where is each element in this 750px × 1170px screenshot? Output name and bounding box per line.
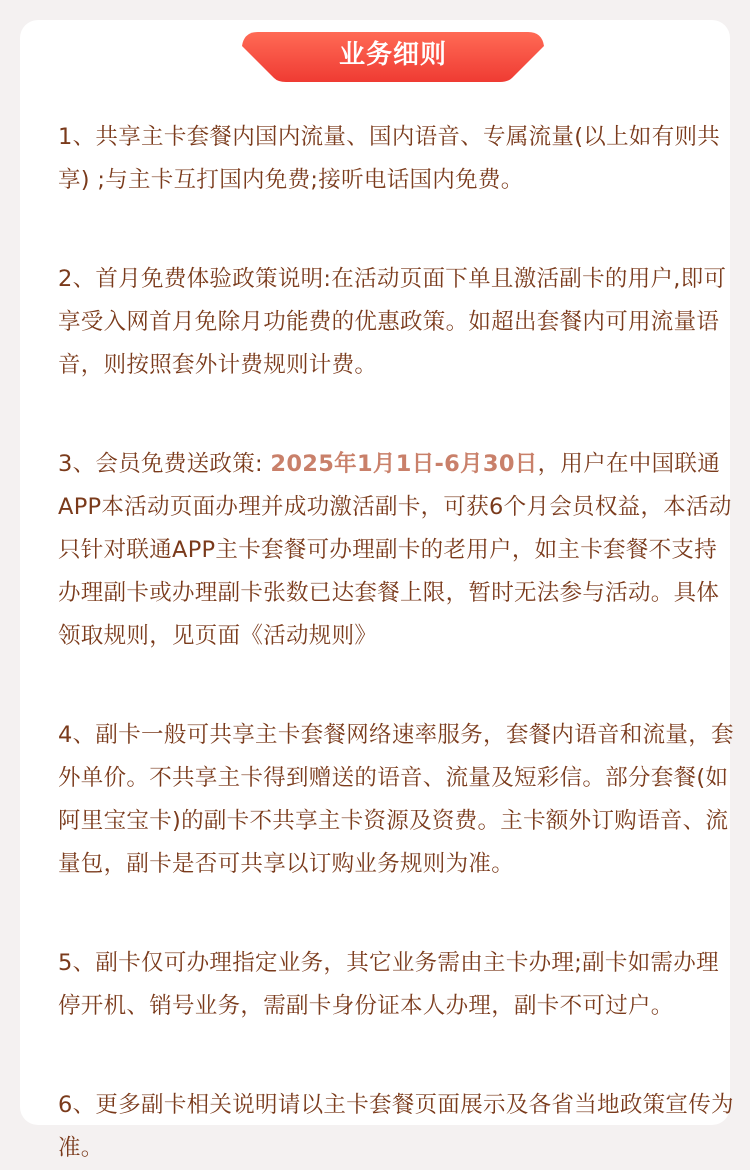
rule-3-date-highlight: 2025年1月1日-6月30日 [270, 451, 538, 477]
rule-4: 4、副卡一般可共享主卡套餐网络速率服务，套餐内语音和流量，套外单价。不共享主卡得到赠送的语音、流量及短彩信。部分套餐(如阿里宝宝卡)的副卡不共享主卡资源及资费。主卡额外订购语音、流量包，副卡是否可共享以订购业务规则为准。 [58, 722, 734, 877]
rule-3-suffix: ，用户在中国联通APP本活动页面办理并成功激活副卡，可获6个月会员权益，本活动只针对联通APP主卡套餐可办理副卡的老用户，如主卡套餐不支持办理副卡或办理副卡张数已达套餐上限，暂时无法参与活动。具体领取规则，见页面《活动规则》 [58, 451, 732, 649]
section-title: 业务细则 [338, 40, 447, 70]
rule-1: 1、共享主卡套餐内国内流量、国内语音、专属流量(以上如有则共享) ;与主卡互打国内免费;接听电话国内免费。 [58, 124, 721, 193]
rule-3-prefix: 3、会员免费送政策: [58, 451, 271, 477]
rule-5: 5、副卡仅可办理指定业务，其它业务需由主卡办理;副卡如需办理停开机、销号业务，需副卡身份证本人办理，副卡不可过户。 [58, 950, 719, 1019]
rules-card [20, 20, 734, 1161]
rule-2: 2、首月免费体验政策说明:在活动页面下单且激活副卡的用户,即可享受入网首月免除月功能费的优惠政策。如超出套餐内可用流量语音，则按照套外计费规则计费。 [58, 266, 727, 378]
title-tab [242, 32, 544, 82]
rule-6: 6、更多副卡相关说明请以主卡套餐页面展示及各省当地政策宣传为准。 [58, 1092, 734, 1161]
rules-list [58, 116, 736, 1170]
rule-3 [58, 443, 736, 658]
